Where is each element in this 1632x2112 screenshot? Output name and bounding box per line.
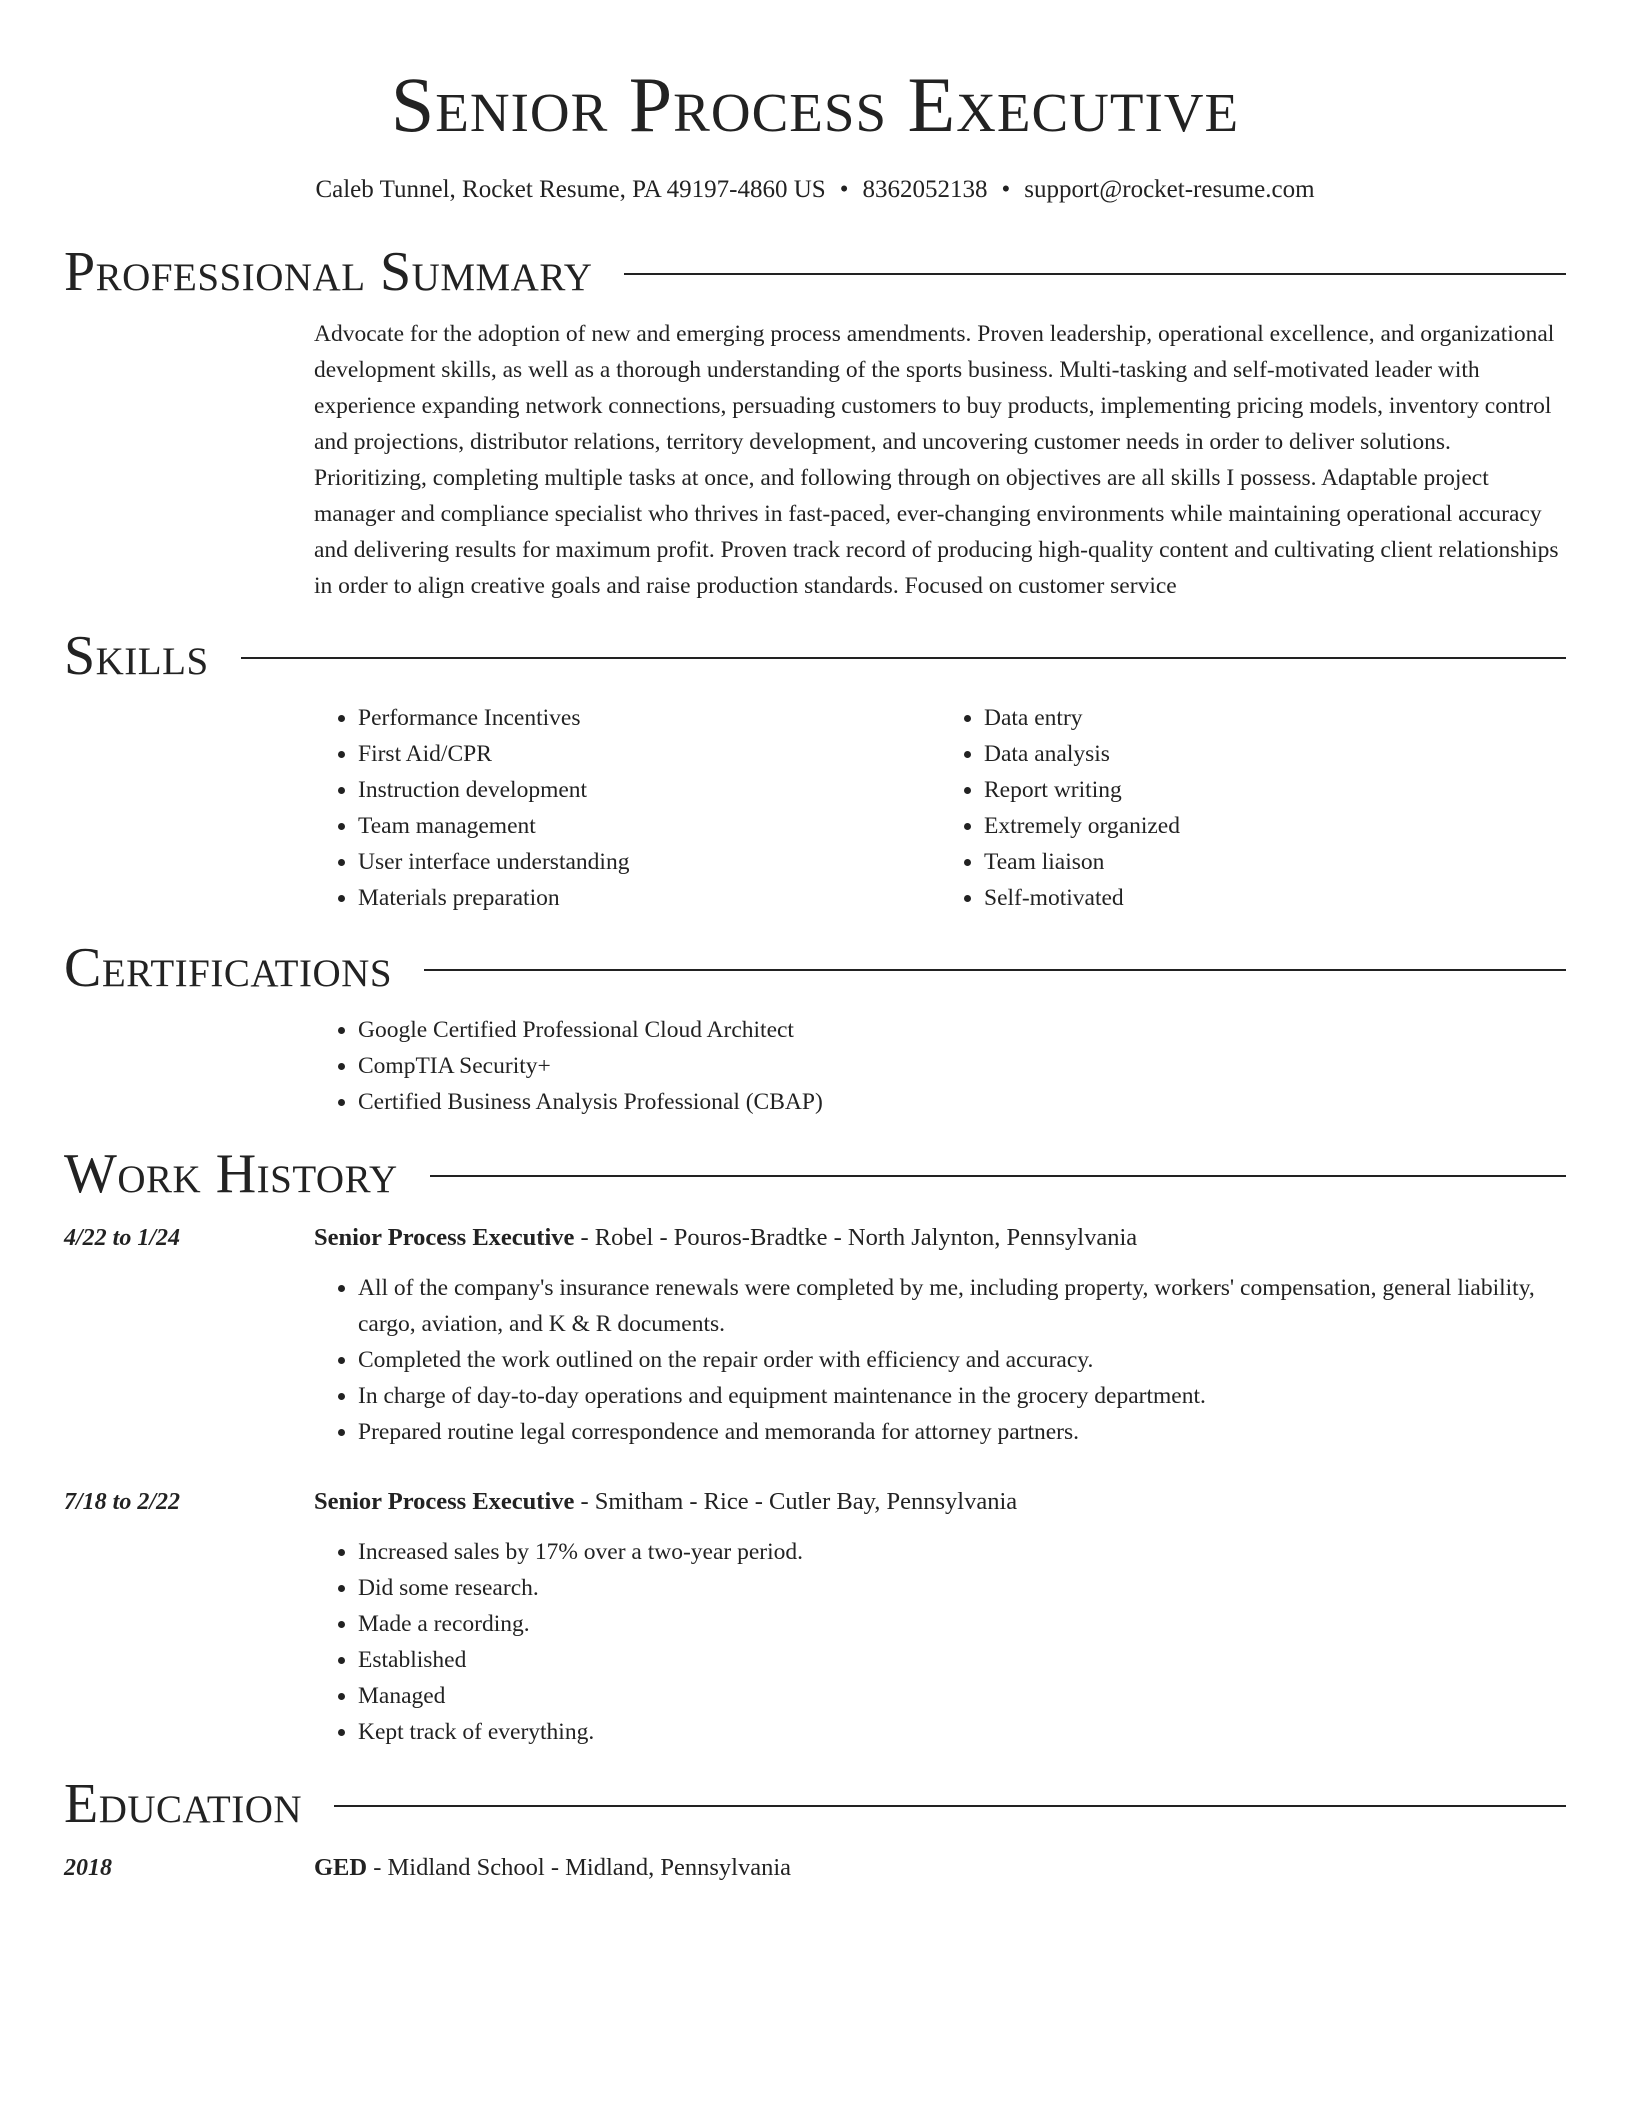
education-degree: GED xyxy=(314,1854,368,1881)
job-title: Senior Process Executive xyxy=(314,1488,575,1515)
job-bullet: • Established xyxy=(358,1642,1566,1678)
job-details: - Smitham - Rice - Cutler Bay, Pennsylvania xyxy=(574,1488,1018,1515)
contact-phone: 8362052138 xyxy=(862,176,988,203)
work-heading: Work History xyxy=(64,1143,398,1205)
skill-item: • Team management xyxy=(358,808,940,844)
skill-item: • Data analysis xyxy=(984,736,1566,772)
contact-email[interactable]: support@rocket-resume.com xyxy=(1024,176,1315,203)
skill-item: • Materials preparation xyxy=(358,880,940,916)
job-entry xyxy=(64,1220,1566,1450)
skills-list-right xyxy=(940,700,1566,916)
section-divider xyxy=(334,1805,1566,1807)
job-entry xyxy=(64,1484,1566,1750)
section-divider xyxy=(424,969,1566,971)
job-title: Senior Process Executive xyxy=(314,1224,575,1251)
summary-heading: Professional Summary xyxy=(64,241,593,303)
job-details: - Robel - Pouros-Bradtke - North Jalynton, Pennsylvania xyxy=(574,1224,1138,1251)
education-info xyxy=(314,1850,1566,1886)
certifications-section-header xyxy=(64,936,1566,1000)
job-bullet: • In charge of day-to-day operations and equipment maintenance in the grocery department. xyxy=(358,1378,1566,1414)
skills-list-left xyxy=(314,700,940,916)
job-bullet: • Completed the work outlined on the repair order with efficiency and accuracy. xyxy=(358,1342,1566,1378)
work-section-header xyxy=(64,1142,1566,1206)
education-entry xyxy=(64,1850,1566,1886)
job-info xyxy=(314,1220,1566,1450)
summary-text: Advocate for the adoption of new and emerging process amendments. Proven leadership, operational excellence, and organizational development skills, as well as a thorough understanding of the sports business. Multi-tasking and self-motivated leader with experience expanding network connections, persuading customers to buy products, implementing pricing models, inventory control and projections, distributor relations, territory development, and uncovering customer needs in order to deliver solutions. Prioritizing, completing multiple tasks at once, and following through on objectives are all skills I possess. Adaptable project manager and compliance specialist who thrives in fast-paced, ever-changing environments while maintaining operational accuracy and delivering results for maximum profit. Proven track record of producing high-quality content and cultivating client relationships in order to align creative goals and raise production standards. Focused on customer service xyxy=(314,321,1559,599)
job-bullet: • Made a recording. xyxy=(358,1606,1566,1642)
contact-line xyxy=(64,174,1566,206)
job-bullet: • Kept track of everything. xyxy=(358,1714,1566,1750)
job-bullet: • Increased sales by 17% over a two-year period. xyxy=(358,1534,1566,1570)
education-section-header xyxy=(64,1772,1566,1836)
certification-item: • Google Certified Professional Cloud Architect xyxy=(358,1012,1566,1048)
contact-address: Caleb Tunnel, Rocket Resume, PA 49197-4860 US xyxy=(315,176,826,203)
skill-item: • Extremely organized xyxy=(984,808,1566,844)
education-heading: Education xyxy=(64,1773,303,1835)
certifications-list xyxy=(314,1012,1566,1120)
skill-item: • Report writing xyxy=(984,772,1566,808)
skill-item: • Data entry xyxy=(984,700,1566,736)
education-year: 2018 xyxy=(64,1855,112,1881)
certification-item: • Certified Business Analysis Professional (CBAP) xyxy=(358,1084,1566,1120)
job-dates: 4/22 to 1/24 xyxy=(64,1225,181,1251)
section-divider xyxy=(241,657,1566,659)
education-details: - Midland School - Midland, Pennsylvania xyxy=(367,1854,792,1881)
certification-item: • CompTIA Security+ xyxy=(358,1048,1566,1084)
job-heading xyxy=(314,1484,1566,1520)
resume-title: Senior Process Executive xyxy=(390,61,1240,148)
section-divider xyxy=(624,273,1566,275)
skill-item: • First Aid/CPR xyxy=(358,736,940,772)
job-heading xyxy=(314,1220,1566,1256)
job-bullets xyxy=(314,1534,1566,1750)
skill-item: • Self-motivated xyxy=(984,880,1566,916)
job-dates: 7/18 to 2/22 xyxy=(64,1489,181,1515)
certifications-body xyxy=(314,1012,1566,1120)
skills-grid xyxy=(314,700,1566,916)
job-bullet: • Prepared routine legal correspondence and memoranda for attorney partners. xyxy=(358,1414,1566,1450)
section-divider xyxy=(430,1175,1566,1177)
summary-body xyxy=(314,316,1566,604)
job-info xyxy=(314,1484,1566,1750)
skills-section-header xyxy=(64,624,1566,688)
skills-body xyxy=(314,700,1566,916)
certifications-heading: Certifications xyxy=(64,937,393,999)
job-bullet: • All of the company's insurance renewals were completed by me, including property, workers' compensation, general liability, cargo, aviation, and K & R documents. xyxy=(358,1270,1566,1342)
skill-item: • Performance Incentives xyxy=(358,700,940,736)
job-bullet: • Did some research. xyxy=(358,1570,1566,1606)
contact-separator: • xyxy=(839,176,849,203)
contact-separator: • xyxy=(1001,176,1011,203)
skill-item: • Instruction development xyxy=(358,772,940,808)
skill-item: • User interface understanding xyxy=(358,844,940,880)
job-bullet: • Managed xyxy=(358,1678,1566,1714)
skills-heading: Skills xyxy=(64,625,209,687)
education-heading-line xyxy=(314,1850,1566,1886)
job-bullets xyxy=(314,1270,1566,1450)
skill-item: • Team liaison xyxy=(984,844,1566,880)
summary-section-header xyxy=(64,240,1566,304)
